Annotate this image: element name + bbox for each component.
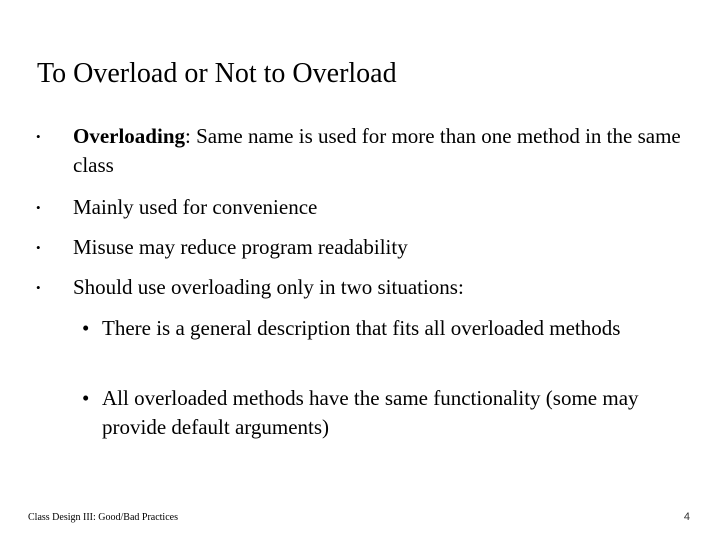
bullet-text: Should use overloading only in two situations:	[73, 275, 464, 299]
bullet-definition: : Same name is used for more than one method in the same class	[73, 124, 681, 177]
sub-bullet-text: There is a general description that fits all overloaded methods	[102, 316, 621, 340]
bullet-dot: •	[36, 240, 41, 255]
bullet-dot: •	[36, 129, 41, 144]
page-number: 4	[683, 511, 690, 523]
sub-bullet-dot: •	[82, 386, 90, 410]
slide-footer: Class Design III: Good/Bad Practices	[28, 512, 178, 523]
bullet-dot: •	[36, 200, 41, 215]
bullet-term: Overloading	[73, 124, 186, 148]
bullet-text: Mainly used for convenience	[73, 195, 318, 219]
slide-title: To Overload or Not to Overload	[37, 58, 397, 89]
sub-bullet-text: All overloaded methods have the same functionality (some may provide default arguments)	[102, 386, 639, 439]
bullet-text: Misuse may reduce program readability	[73, 235, 408, 259]
bullet-text	[73, 122, 693, 180]
sub-bullet-dot: •	[82, 316, 90, 340]
bullet-dot: •	[36, 280, 41, 295]
